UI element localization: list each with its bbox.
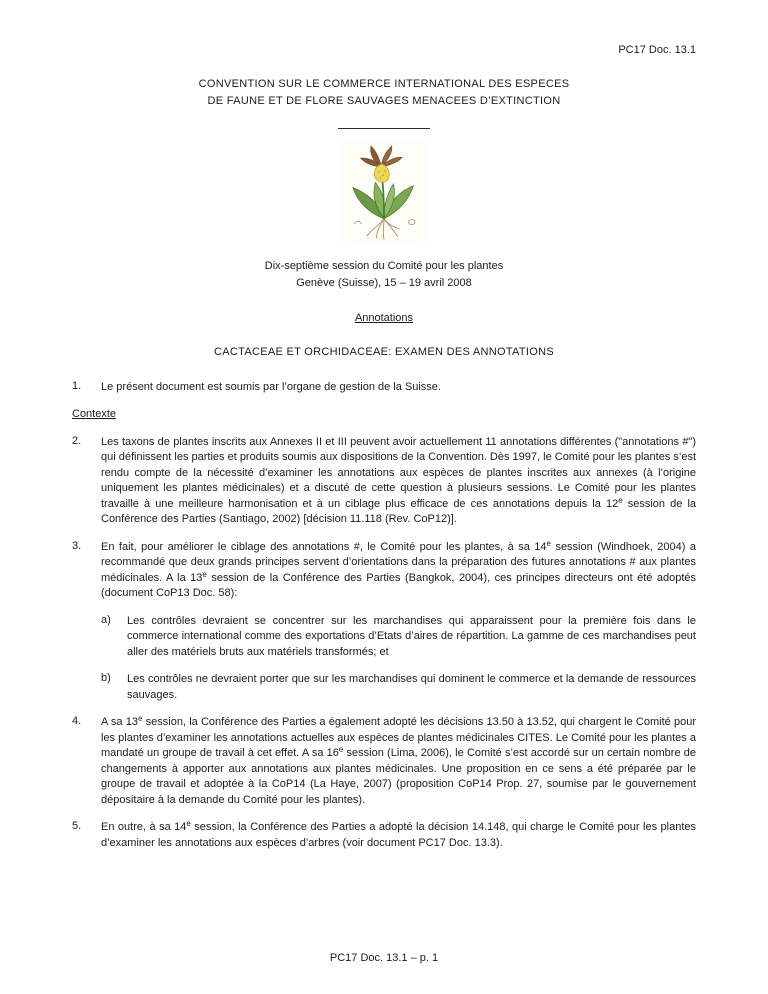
title-line-2: DE FAUNE ET DE FLORE SAUVAGES MENACEES D’EXTINCTION [207,95,561,107]
paragraph-text: Les contrôles ne devraient porter que sur les marchandises qui dominent le commerce et la demande de ressources sauvages. [127,673,696,701]
list-item [101,672,696,703]
subject-title: Annotations [354,312,414,324]
paragraph-text: En outre, à sa 14e session, la Conférence des Parties a adopté la décision 14.148, qui charge le Comité pour les plantes d’examiner les annotations aux espèces d’arbres (voir document PC17 Doc. 13.3). [101,819,697,849]
paragraph-text: En fait, pour améliorer le ciblage des annotations #, le Comité pour les plantes, à sa 14e session (Windhoek, 2004) a recommandé que deux grands principes servent d’orientations dans la préparation des futures annotations # aux plantes médicinales. A la 13e session de la Conférence des Parties (Bangkok, 2004), ces principes directeurs ont été adoptés (document CoP13 Doc. 58): [101,538,696,599]
list-item [101,614,696,661]
numbered-paragraph [72,540,696,602]
paragraph-text: Les taxons de plantes inscrits aux Annexes II et III peuvent avoir actuellement 11 annotations différentes ("annotations #") qui définissent les parties et produits soumis aux dispositions de la Convention. Dès 1997, le Comité pour les plantes s’est rendu compte de la nécessité d’examiner les annotations aux espèces de plantes inscrites aux annexes (à l’origine uniquement les plantes médicinales) et a discuté de cette question à plusieurs sessions. Le Comité pour les plantes travaille à une meilleure harmonisation et à un ciblage plus efficace de ces annotations depuis la 12e session de la Conférence des Parties (Santiago, 2002) [décision 11.118 (Rev. CoP12)]. [101,435,697,525]
title-divider [338,128,430,129]
doc-reference: PC17 Doc. 13.1 [618,44,696,56]
paragraph-text: A sa 13e session, la Conférence des Parties a également adopté les décisions 13.50 à 13.52, qui chargent le Comité pour les plantes d’examiner les annotations actuelles aux espèces de plantes médicinales CITES. Le Comité pour les plantes a mandaté un groupe de travail à cet effet. A sa 16e session (Lima, 2006), le Comité s’est accordé sur un certain nombre de changements à apporter aux annotations aux plantes médicinales. Une proposition en ce sens a été préparée par le groupe de travail et adoptée à la CoP14 (La Haye, 2007) (proposition CoP14 Prop. 27, soumise par le gouvernement dépositaire à la demande du Comité pour les plantes). [101,714,696,806]
page-footer: PC17 Doc. 13.1 – p. 1 [329,952,439,964]
session-line-1: Dix-septième session du Comité pour les plantes [264,260,504,272]
title-line-1: CONVENTION SUR LE COMMERCE INTERNATIONAL DES ESPECES [198,78,570,90]
document-heading: CACTACEAE ET ORCHIDACEAE: EXAMEN DES ANNOTATIONS [214,346,554,358]
orchid-illustration [72,139,696,246]
orchid-image [340,139,428,243]
paragraph-text: Les contrôles devraient se concentrer sur les marchandises qui apparaissent pour la première fois dans le commerce international comme des exportations d’Etats d’aires de répartition. La gamme de ces marchandises peut aller des matériels bruts aux matériels transformés; et [127,614,696,658]
paragraph-number: 5. [72,820,82,832]
session-info [72,258,696,292]
paragraph-number: 1. [72,380,82,392]
paragraph-number: b) [101,672,111,684]
paragraph-number: 2. [72,434,82,447]
paragraph-number: 3. [72,539,82,552]
paragraph-text: Le présent document est soumis par l’organe de gestion de la Suisse. [101,381,441,393]
document-body [72,380,696,851]
numbered-paragraph [72,715,696,808]
paragraph-number: 4. [72,715,82,727]
session-line-2: Genève (Suisse), 15 – 19 avril 2008 [296,277,472,289]
document-title [72,76,696,110]
section-heading: Contexte [72,407,117,420]
numbered-paragraph [72,820,696,851]
numbered-paragraph [72,380,696,396]
paragraph-number: a) [101,613,111,626]
numbered-paragraph [72,435,696,528]
